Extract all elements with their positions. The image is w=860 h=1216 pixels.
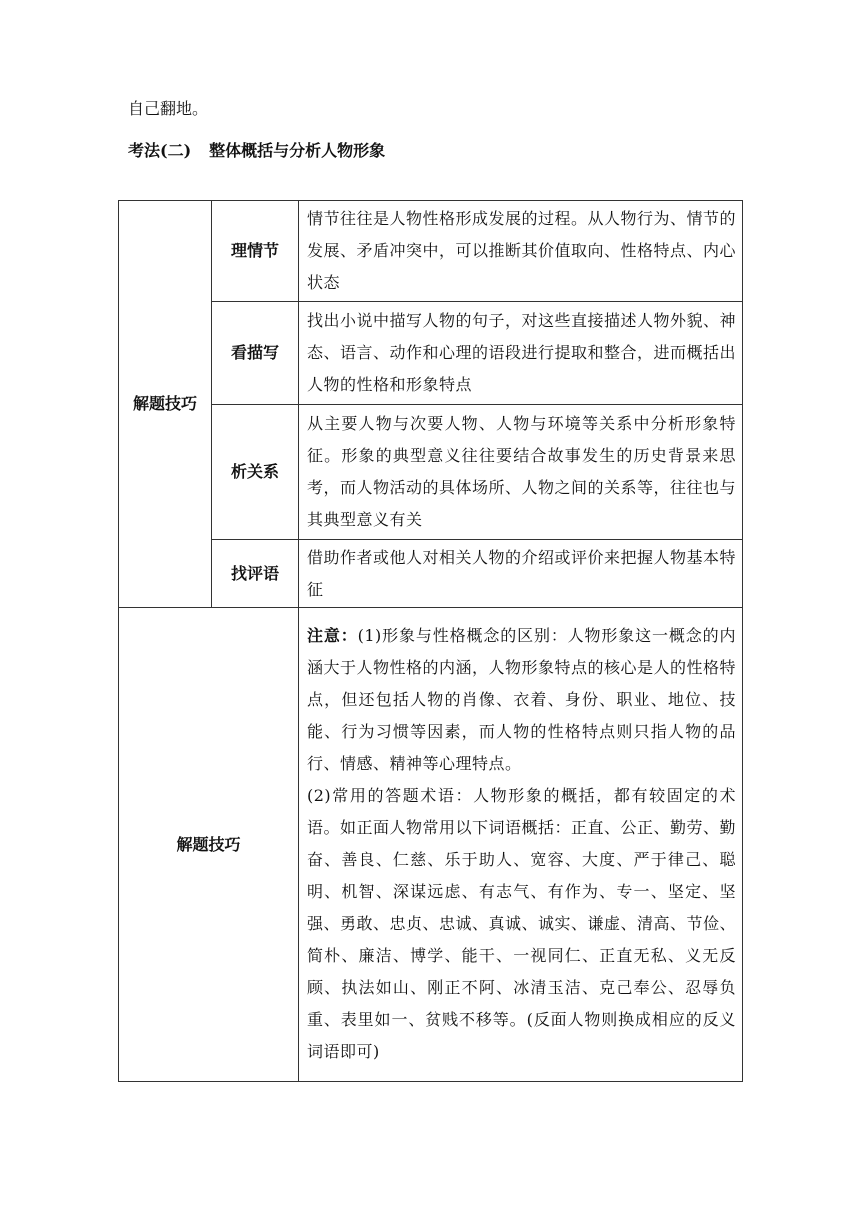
note-paragraph-1 [307, 620, 736, 780]
description-cell: 找出小说中描写人物的句子，对这些直接描述人物外貌、神态、语言、动作和心理的语段进行提取和整合，进而概括出人物的性格和形象特点 [299, 302, 743, 405]
subcategory-cell: 找评语 [212, 540, 299, 608]
subcategory-cell: 理情节 [212, 201, 299, 302]
table-row [119, 302, 743, 405]
table-row [119, 540, 743, 608]
table-row [119, 201, 743, 302]
description-cell: 借助作者或他人对相关人物的介绍或评价来把握人物基本特征 [299, 540, 743, 608]
note-paragraph-2: (2)常用的答题术语：人物形象的概括，都有较固定的术语。如正面人物常用以下词语概括：正直、公正、勤劳、勤奋、善良、仁慈、乐于助人、宽容、大度、严于律己、聪明、机智、深谋远虑、有志气、有作为、专一、坚定、坚强、勇敢、忠贞、忠诚、真诚、诚实、谦虚、清高、节俭、简朴、廉洁、博学、能干、一视同仁、正直无私、义无反顾、执法如山、刚正不阿、冰清玉洁、克己奉公、忍辱负重、表里如一、贫贱不移等。(反面人物则换成相应的反义词语即可) [307, 785, 737, 1061]
table-row [119, 608, 743, 1082]
description-cell: 从主要人物与次要人物、人物与环境等关系中分析形象特征。形象的典型意义往往要结合故事发生的历史背景来思考，而人物活动的具体场所、人物之间的关系等，往往也与其典型意义有关 [299, 405, 743, 540]
subcategory-cell: 看描写 [212, 302, 299, 405]
description-cell: 情节往往是人物性格形成发展的过程。从人物行为、情节的发展、矛盾冲突中，可以推断其价值取向、性格特点、内心状态 [299, 201, 743, 302]
tips-table [118, 200, 743, 1082]
category-cell: 解题技巧 [119, 201, 212, 608]
method-label: 考法(二) [128, 141, 192, 160]
category-cell: 解题技巧 [119, 608, 299, 1082]
section-title: 整体概括与分析人物形象 [209, 141, 386, 160]
note-text-1: (1)形象与性格概念的区别：人物形象这一概念的内涵大于人物性格的内涵，人物形象特点的核心是人的性格特点，但还包括人物的肖像、衣着、身份、职业、地位、技能、行为习惯等因素，而人物的性格特点则只指人物的品行、情感、精神等心理特点。 [307, 625, 737, 773]
note-label: 注意： [307, 625, 358, 645]
note-cell [299, 608, 743, 1082]
table-row [119, 405, 743, 540]
subcategory-cell: 析关系 [212, 405, 299, 540]
section-heading [128, 138, 385, 161]
intro-tail-text: 自己翻地。 [128, 99, 209, 118]
